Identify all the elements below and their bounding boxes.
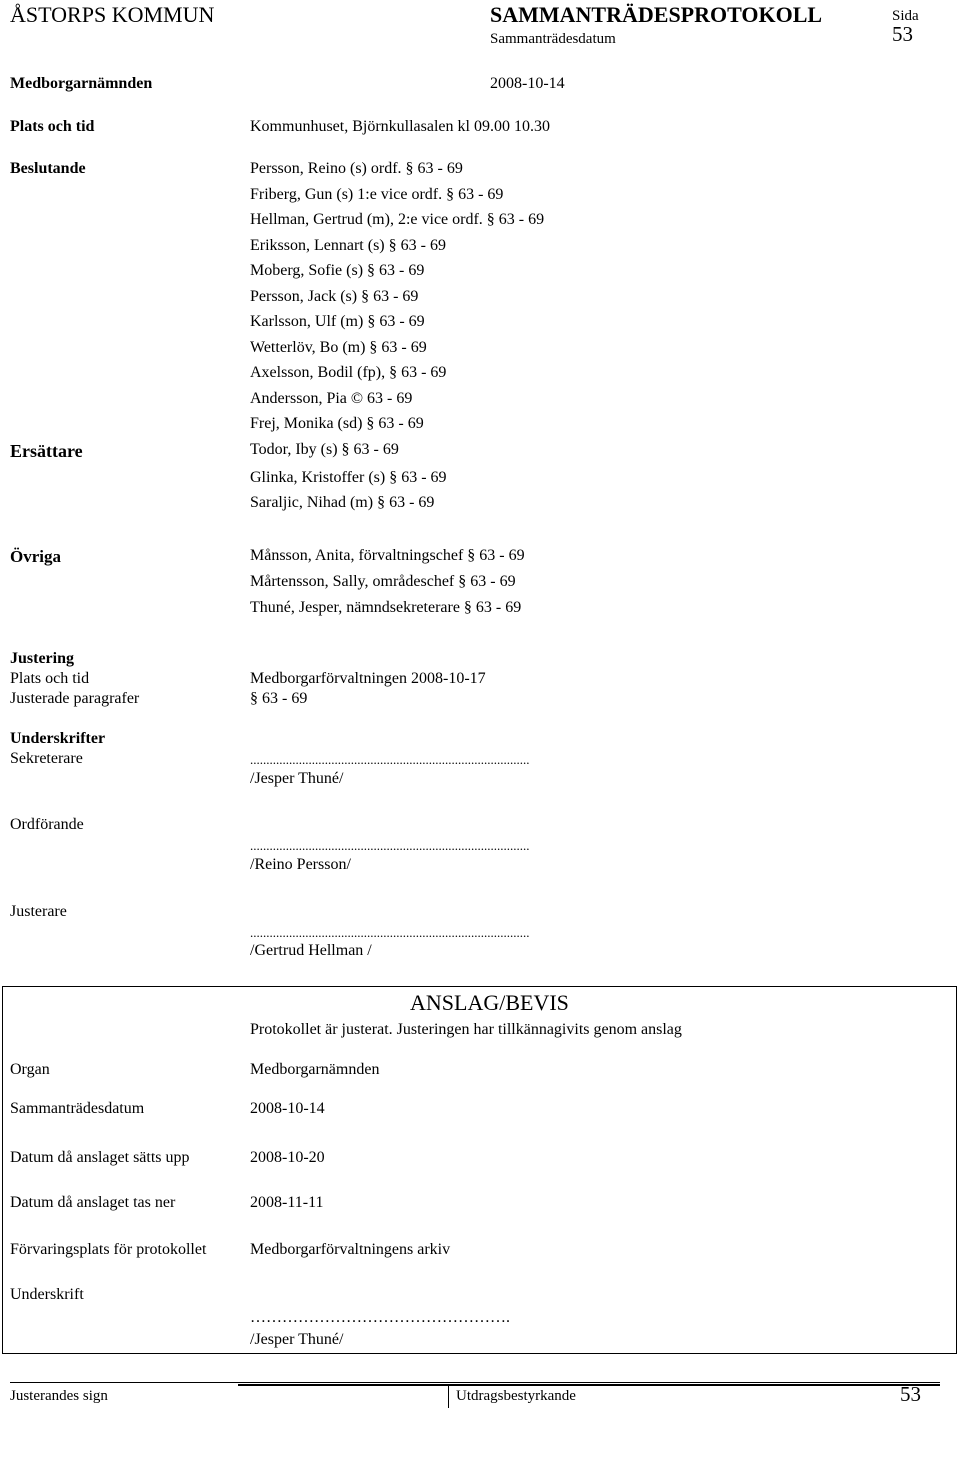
ordforande-name: /Reino Persson/: [250, 856, 351, 873]
member-item: Moberg, Sofie (s) § 63 - 69: [250, 262, 425, 279]
member-item: Persson, Reino (s) ordf. § 63 - 69: [250, 160, 463, 177]
member-item: Friberg, Gun (s) 1:e vice ordf. § 63 - 69: [250, 186, 504, 203]
municipality-name: ÅSTORPS KOMMUN: [10, 2, 215, 27]
sekreterare-label: Sekreterare: [10, 750, 83, 767]
forvaringsplats-label: Förvaringsplats för protokollet: [10, 1241, 207, 1258]
justering-heading: Justering: [10, 650, 74, 667]
utdragsbestyrkande-label: Utdragsbestyrkande: [456, 1388, 576, 1404]
anslag-intro: Protokollet är justerat. Justeringen har tillkännagivits genom anslag: [250, 1021, 682, 1038]
header-date-label: Sammanträdesdatum: [490, 31, 616, 47]
organ-value: Medborgarnämnden: [250, 1061, 380, 1078]
signature-line: ......................................................................................: [250, 838, 530, 853]
underskrift-name: /Jesper Thuné/: [250, 1331, 344, 1348]
justering-place-label: Plats och tid: [10, 670, 90, 687]
document-type: SAMMANTRÄDESPROTOKOLL: [490, 2, 823, 27]
ersattare-label: Ersättare: [10, 441, 83, 461]
ordforande-label: Ordförande: [10, 816, 84, 833]
ovriga-label: Övriga: [10, 547, 61, 566]
member-item: Karlsson, Ulf (m) § 63 - 69: [250, 313, 425, 330]
sekreterare-name: /Jesper Thuné/: [250, 770, 344, 787]
justering-place-value: Medborgarförvaltningen 2008-10-17: [250, 670, 486, 687]
justerade-paragrafer-label: Justerade paragrafer: [10, 690, 140, 707]
footer-divider: [448, 1386, 449, 1408]
forvaringsplats-value: Medborgarförvaltningens arkiv: [250, 1241, 451, 1258]
member-item: Hellman, Gertrud (m), 2:e vice ordf. § 63 - 69: [250, 211, 545, 228]
member-item: Thuné, Jesper, nämndsekreterare § 63 - 69: [250, 599, 522, 616]
sammantradesdatum-value: 2008-10-14: [250, 1100, 325, 1117]
underskrifter-heading: Underskrifter: [10, 730, 106, 747]
anslag-ner-label: Datum då anslaget tas ner: [10, 1194, 176, 1211]
member-item: Saraljic, Nihad (m) § 63 - 69: [250, 494, 435, 511]
member-item: Andersson, Pia © 63 - 69: [250, 390, 413, 407]
place-label: Plats och tid: [10, 118, 95, 135]
footer-page-number: 53: [900, 1382, 921, 1406]
footer-rule-thick: [238, 1384, 940, 1386]
meeting-date: 2008-10-14: [490, 75, 565, 92]
sammantradesdatum-label: Sammanträdesdatum: [10, 1100, 145, 1117]
member-item: Persson, Jack (s) § 63 - 69: [250, 288, 419, 305]
page-label: Sida: [892, 8, 919, 24]
signature-line: ………………………………………….: [250, 1309, 510, 1326]
member-item: Glinka, Kristoffer (s) § 63 - 69: [250, 469, 447, 486]
justerare-name: /Gertrud Hellman /: [250, 942, 372, 959]
anslag-upp-value: 2008-10-20: [250, 1149, 325, 1166]
member-item: Frej, Monika (sd) § 63 - 69: [250, 415, 424, 432]
signature-line: ......................................................................................: [250, 925, 530, 940]
member-item: Månsson, Anita, förvaltningschef § 63 - 69: [250, 547, 525, 564]
underskrift-label: Underskrift: [10, 1286, 84, 1303]
member-item: Wetterlöv, Bo (m) § 63 - 69: [250, 339, 427, 356]
committee-name: Medborgarnämnden: [10, 75, 153, 92]
member-item: Todor, Iby (s) § 63 - 69: [250, 441, 399, 458]
signature-line: ......................................................................................: [250, 752, 530, 767]
justerade-paragrafer-value: § 63 - 69: [250, 690, 308, 707]
anslag-ner-value: 2008-11-11: [250, 1194, 324, 1211]
beslutande-label: Beslutande: [10, 160, 86, 177]
justerandes-sign-label: Justerandes sign: [10, 1388, 108, 1404]
place-value: Kommunhuset, Björnkullasalen kl 09.00 10.30: [250, 118, 550, 135]
organ-label: Organ: [10, 1061, 50, 1078]
anslag-box: [2, 986, 957, 1354]
footer-rule: [10, 1382, 940, 1383]
member-item: Mårtensson, Sally, områdeschef § 63 - 69: [250, 573, 516, 590]
anslag-title: ANSLAG/BEVIS: [410, 990, 569, 1015]
anslag-upp-label: Datum då anslaget sätts upp: [10, 1149, 190, 1166]
page-number: 53: [892, 22, 913, 46]
member-item: Eriksson, Lennart (s) § 63 - 69: [250, 237, 446, 254]
member-item: Axelsson, Bodil (fp), § 63 - 69: [250, 364, 447, 381]
justerare-label: Justerare: [10, 903, 67, 920]
